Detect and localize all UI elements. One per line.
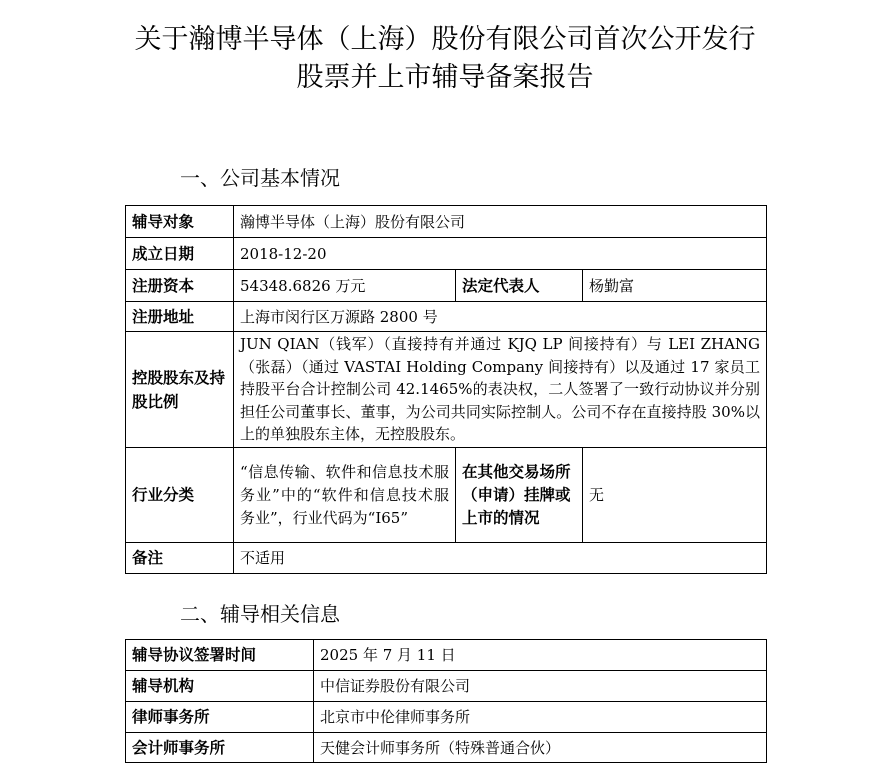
label: 在其他交易场所（申请）挂牌或上市的情况 — [456, 448, 583, 543]
table-row — [126, 543, 767, 574]
company-info-table — [125, 205, 767, 574]
value: 2025 年 7 月 11 日 — [314, 640, 767, 671]
label: 成立日期 — [126, 238, 234, 270]
table-row — [126, 332, 767, 448]
table-row — [126, 702, 767, 733]
label: 注册地址 — [126, 302, 234, 332]
label: 行业分类 — [126, 448, 234, 543]
table-row — [126, 206, 767, 238]
value: 北京市中伦律师事务所 — [314, 702, 767, 733]
label: 注册资本 — [126, 270, 234, 302]
tutoring-info-table — [125, 639, 767, 763]
value: 中信证券股份有限公司 — [314, 671, 767, 702]
label: 会计师事务所 — [126, 733, 314, 763]
value: “信息传输、软件和信息技术服务业”中的“软件和信息技术服务业”，行业代码为“I65” — [234, 448, 456, 543]
document-title-line-2: 股票并上市辅导备案报告 — [296, 62, 594, 93]
label: 辅导协议签署时间 — [126, 640, 314, 671]
value: 无 — [583, 448, 767, 543]
table-row — [126, 733, 767, 763]
value: 杨勤富 — [583, 270, 767, 302]
table-row — [126, 448, 767, 543]
label: 辅导对象 — [126, 206, 234, 238]
value: 54348.6826 万元 — [234, 270, 456, 302]
value: 天健会计师事务所（特殊普通合伙） — [314, 733, 767, 763]
label: 备注 — [126, 543, 234, 574]
section-heading-2: 二、辅导相关信息 — [180, 602, 340, 626]
value: 瀚博半导体（上海）股份有限公司 — [234, 206, 767, 238]
document-title-line-1: 关于瀚博半导体（上海）股份有限公司首次公开发行 — [134, 24, 756, 55]
label: 控股股东及持股比例 — [126, 332, 234, 448]
table-row — [126, 270, 767, 302]
table-row — [126, 671, 767, 702]
label: 法定代表人 — [456, 270, 583, 302]
value: 2018-12-20 — [234, 238, 767, 270]
table-row — [126, 302, 767, 332]
value: 上海市闵行区万源路 2800 号 — [234, 302, 767, 332]
value: JUN QIAN（钱军）（直接持有并通过 KJQ LP 间接持有）与 LEI ZHANG（张磊）（通过 VASTAI Holding Company 间接持有）以及通过 17 家员工持股平台合计控制公司 42.1465%的表决权，二人签署了一致行动协议并分别担任公司董事长、董事，为公司共同实际控制人。公司不存在直接持股 30%以上的单独股东主体，无控股股东。 — [234, 332, 767, 448]
value: 不适用 — [234, 543, 767, 574]
table-row — [126, 238, 767, 270]
section-heading-1: 一、公司基本情况 — [180, 166, 340, 190]
label: 辅导机构 — [126, 671, 314, 702]
label: 律师事务所 — [126, 702, 314, 733]
table-row — [126, 640, 767, 671]
